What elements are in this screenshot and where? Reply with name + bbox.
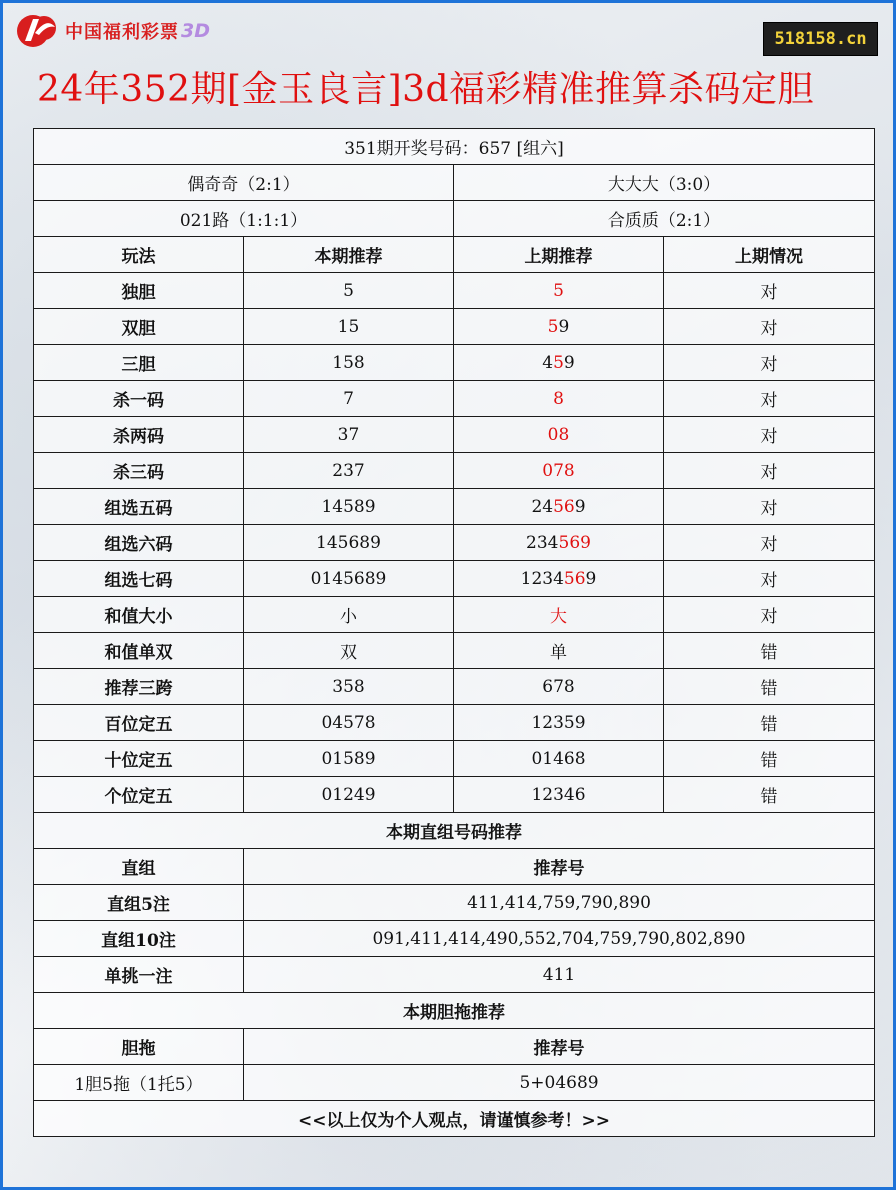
drag-label: 1胆5拖（1托5） — [34, 1065, 244, 1101]
miss-digits: 9 — [574, 496, 586, 517]
table-row — [34, 525, 875, 561]
prediction-table — [33, 128, 875, 1137]
previous-status: 错 — [664, 633, 875, 669]
current-pick: 01589 — [244, 741, 454, 777]
previous-pick — [454, 489, 664, 525]
drag-value: 5+04689 — [244, 1065, 875, 1101]
previous-pick — [454, 741, 664, 777]
miss-digits: 12359 — [531, 712, 586, 733]
previous-status: 错 — [664, 777, 875, 813]
play-name: 组选七码 — [34, 561, 244, 597]
direct-section-title-row — [34, 813, 875, 849]
direct-row — [34, 921, 875, 957]
miss-digits: 4 — [542, 352, 554, 373]
miss-digits: 12346 — [531, 784, 586, 805]
current-pick: 04578 — [244, 705, 454, 741]
play-name: 三胆 — [34, 345, 244, 381]
miss-digits: 9 — [558, 316, 570, 337]
previous-status: 对 — [664, 561, 875, 597]
table-row — [34, 309, 875, 345]
miss-digits: 9 — [585, 568, 597, 589]
previous-status: 对 — [664, 273, 875, 309]
table-row — [34, 741, 875, 777]
miss-digits: 9 — [563, 352, 575, 373]
previous-status: 对 — [664, 597, 875, 633]
direct-head-right: 推荐号 — [244, 849, 875, 885]
draw-result-row — [34, 129, 875, 165]
current-pick: 358 — [244, 669, 454, 705]
logo-text: 中国福利彩票 — [65, 22, 179, 43]
footer-row — [34, 1101, 875, 1137]
site-badge[interactable]: 518158.cn — [763, 22, 878, 56]
drag-section-title-row — [34, 993, 875, 1029]
previous-pick — [454, 669, 664, 705]
direct-value: 091,411,414,490,552,704,759,790,802,890 — [244, 921, 875, 957]
current-pick: 小 — [244, 597, 454, 633]
table-row — [34, 381, 875, 417]
current-pick: 158 — [244, 345, 454, 381]
direct-value: 411 — [244, 957, 875, 993]
table-row — [34, 561, 875, 597]
hit-digits: 5 — [553, 352, 564, 373]
play-name: 杀一码 — [34, 381, 244, 417]
miss-digits: 234 — [526, 532, 559, 553]
play-name: 独胆 — [34, 273, 244, 309]
current-pick: 15 — [244, 309, 454, 345]
parity-size-row — [34, 165, 875, 201]
current-pick: 237 — [244, 453, 454, 489]
column-header: 上期情况 — [664, 237, 875, 273]
current-pick: 双 — [244, 633, 454, 669]
direct-label: 直组10注 — [34, 921, 244, 957]
previous-pick — [454, 381, 664, 417]
previous-pick — [454, 453, 664, 489]
table-row — [34, 489, 875, 525]
draw-result: 351期开奖号码：657 [组六] — [34, 129, 875, 165]
table-row — [34, 417, 875, 453]
direct-value: 411,414,759,790,890 — [244, 885, 875, 921]
previous-pick — [454, 561, 664, 597]
play-name: 双胆 — [34, 309, 244, 345]
previous-status: 对 — [664, 489, 875, 525]
prime-pattern: 合质质（2:1） — [454, 201, 875, 237]
current-pick: 7 — [244, 381, 454, 417]
previous-pick — [454, 273, 664, 309]
previous-status: 对 — [664, 525, 875, 561]
table-row — [34, 597, 875, 633]
previous-pick — [454, 345, 664, 381]
previous-pick — [454, 597, 664, 633]
table-row — [34, 777, 875, 813]
previous-status: 对 — [664, 345, 875, 381]
direct-label: 直组5注 — [34, 885, 244, 921]
hit-digits: 大 — [550, 607, 567, 627]
direct-label: 单挑一注 — [34, 957, 244, 993]
direct-row — [34, 957, 875, 993]
play-name: 推荐三跨 — [34, 669, 244, 705]
play-name: 组选五码 — [34, 489, 244, 525]
table-row — [34, 345, 875, 381]
table-row — [34, 705, 875, 741]
miss-digits: 1234 — [520, 568, 564, 589]
lottery-logo — [13, 11, 210, 51]
previous-status: 对 — [664, 453, 875, 489]
hit-digits: 56 — [563, 568, 586, 589]
welfare-lottery-logo-icon — [13, 11, 61, 51]
previous-pick — [454, 309, 664, 345]
play-name: 杀三码 — [34, 453, 244, 489]
previous-status: 错 — [664, 705, 875, 741]
previous-status: 错 — [664, 741, 875, 777]
hit-digits: 5 — [547, 316, 559, 337]
play-name: 百位定五 — [34, 705, 244, 741]
current-pick: 01249 — [244, 777, 454, 813]
previous-status: 对 — [664, 309, 875, 345]
previous-pick — [454, 633, 664, 669]
current-pick: 145689 — [244, 525, 454, 561]
drag-row — [34, 1065, 875, 1101]
current-pick: 14589 — [244, 489, 454, 525]
play-name: 个位定五 — [34, 777, 244, 813]
direct-section-title: 本期直组号码推荐 — [34, 813, 875, 849]
play-name: 杀两码 — [34, 417, 244, 453]
direct-row — [34, 885, 875, 921]
hit-digits: 569 — [558, 532, 591, 553]
play-name: 和值大小 — [34, 597, 244, 633]
hit-digits: 078 — [542, 460, 575, 481]
drag-header-row — [34, 1029, 875, 1065]
parity-pattern: 偶奇奇（2:1） — [34, 165, 454, 201]
drag-head-right: 推荐号 — [244, 1029, 875, 1065]
column-header-row — [34, 237, 875, 273]
play-name: 十位定五 — [34, 741, 244, 777]
direct-head-left: 直组 — [34, 849, 244, 885]
current-pick: 37 — [244, 417, 454, 453]
column-header: 本期推荐 — [244, 237, 454, 273]
miss-digits: 01468 — [531, 748, 586, 769]
column-header: 玩法 — [34, 237, 244, 273]
logo-3d-text: 3D — [181, 20, 210, 42]
previous-status: 对 — [664, 381, 875, 417]
previous-pick — [454, 777, 664, 813]
drag-head-left: 胆拖 — [34, 1029, 244, 1065]
play-name: 和值单双 — [34, 633, 244, 669]
size-pattern: 大大大（3:0） — [454, 165, 875, 201]
miss-digits: 678 — [542, 676, 575, 697]
miss-digits: 24 — [531, 496, 554, 517]
route-pattern: 021路（1:1:1） — [34, 201, 454, 237]
previous-pick — [454, 705, 664, 741]
disclaimer-note: <<以上仅为个人观点，请谨慎参考！>> — [34, 1101, 875, 1137]
previous-status: 错 — [664, 669, 875, 705]
current-pick: 5 — [244, 273, 454, 309]
miss-digits: 单 — [550, 643, 567, 663]
current-pick: 0145689 — [244, 561, 454, 597]
play-name: 组选六码 — [34, 525, 244, 561]
direct-header-row — [34, 849, 875, 885]
hit-digits: 8 — [553, 388, 564, 409]
table-row — [34, 273, 875, 309]
table-row — [34, 453, 875, 489]
hit-digits: 5 — [553, 280, 564, 301]
previous-pick — [454, 417, 664, 453]
column-header: 上期推荐 — [454, 237, 664, 273]
previous-pick — [454, 525, 664, 561]
route-prime-row — [34, 201, 875, 237]
table-row — [34, 669, 875, 705]
hit-digits: 08 — [547, 424, 570, 445]
table-row — [34, 633, 875, 669]
page-title: 24年352期[金玉良言]3d福彩精准推算杀码定胆 — [37, 69, 815, 110]
hit-digits: 56 — [553, 496, 575, 517]
drag-section-title: 本期胆拖推荐 — [34, 993, 875, 1029]
previous-status: 对 — [664, 417, 875, 453]
